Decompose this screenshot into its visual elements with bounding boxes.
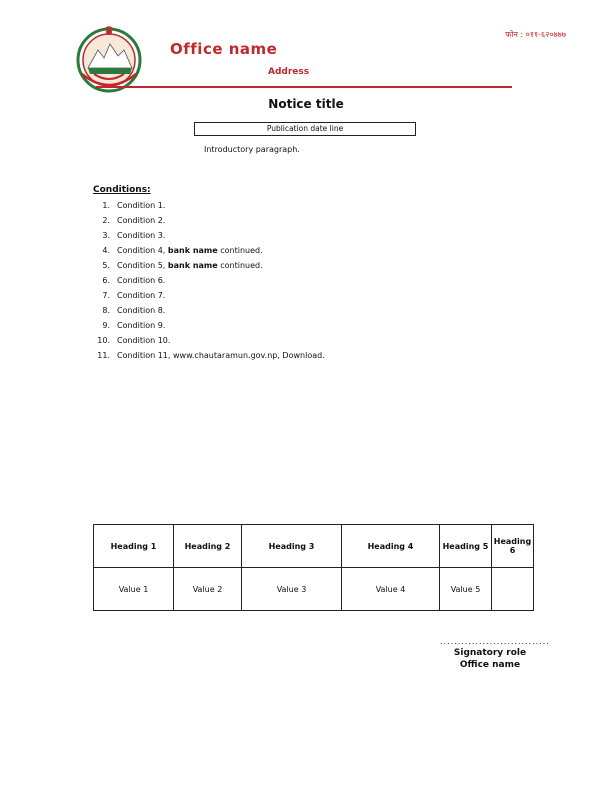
condition-text: Condition 8. xyxy=(117,306,166,315)
table-cell: Value 5 xyxy=(440,568,492,611)
table-cell: Value 1 xyxy=(94,568,174,611)
signatory-role: Signatory role xyxy=(453,648,527,658)
column-header: Heading 5 xyxy=(440,525,492,568)
condition-text-part: continued. xyxy=(220,246,263,255)
table-row xyxy=(94,568,534,611)
header-divider xyxy=(96,86,512,88)
condition-number: 4. xyxy=(102,246,110,255)
conditions-heading: Conditions: xyxy=(93,185,151,195)
condition-item xyxy=(84,305,532,317)
column-header: Heading 3 xyxy=(242,525,342,568)
condition-item xyxy=(84,350,532,362)
office-phone: फोन : ०११-६२०७७७ xyxy=(505,30,566,39)
table-cell: Value 4 xyxy=(342,568,440,611)
intro-paragraph: Introductory paragraph. xyxy=(204,145,300,154)
office-name: Office name xyxy=(170,40,278,58)
column-header: Heading 1 xyxy=(94,525,174,568)
condition-text: Condition 3. xyxy=(117,231,166,240)
condition-text-part: Condition 4, xyxy=(117,246,166,255)
condition-number: 10. xyxy=(97,336,110,345)
condition-text xyxy=(117,245,532,257)
condition-text: Condition 11, www.chautaramun.gov.np, Download. xyxy=(117,351,325,360)
condition-item xyxy=(84,320,532,332)
bid-details-table xyxy=(93,524,534,611)
condition-text xyxy=(117,260,532,272)
condition-number: 8. xyxy=(102,306,110,315)
condition-text: Condition 10. xyxy=(117,336,171,345)
publication-date-box: Publication date line xyxy=(194,122,416,136)
table-cell: Value 2 xyxy=(174,568,242,611)
bank-name: bank name xyxy=(167,261,218,270)
condition-item xyxy=(84,335,532,347)
condition-text: Condition 7. xyxy=(117,291,166,300)
condition-number: 11. xyxy=(97,351,110,360)
column-header: Heading 4 xyxy=(342,525,440,568)
signature-block xyxy=(440,637,550,670)
condition-number: 6. xyxy=(102,276,110,285)
table-cell xyxy=(492,568,534,611)
condition-number: 5. xyxy=(102,261,110,270)
condition-text: Condition 9. xyxy=(117,321,166,330)
condition-item xyxy=(84,275,532,287)
condition-number: 1. xyxy=(102,201,110,210)
column-header: Heading 2 xyxy=(174,525,242,568)
condition-item xyxy=(84,230,532,242)
condition-text: Condition 1. xyxy=(117,201,166,210)
office-address: Address xyxy=(268,67,310,77)
notice-title: Notice title xyxy=(268,97,344,111)
condition-text: Condition 2. xyxy=(117,216,166,225)
signature-line: ............................... xyxy=(440,637,550,646)
condition-item xyxy=(84,245,532,257)
condition-item xyxy=(84,260,532,272)
condition-number: 7. xyxy=(102,291,110,300)
condition-item xyxy=(84,290,532,302)
condition-text-part: continued. xyxy=(220,261,263,270)
bank-name: bank name xyxy=(167,246,218,255)
table-cell: Value 3 xyxy=(242,568,342,611)
conditions-list xyxy=(84,200,532,365)
nepal-government-emblem-icon xyxy=(74,24,144,94)
signatory-office: Office name xyxy=(459,660,521,670)
condition-item xyxy=(84,200,532,212)
column-header: Heading 6 xyxy=(492,525,534,568)
table-header-row xyxy=(94,525,534,568)
condition-number: 3. xyxy=(102,231,110,240)
condition-item xyxy=(84,215,532,227)
condition-text: Condition 6. xyxy=(117,276,166,285)
condition-text-part: Condition 5, xyxy=(117,261,166,270)
condition-number: 9. xyxy=(102,321,110,330)
condition-number: 2. xyxy=(102,216,110,225)
